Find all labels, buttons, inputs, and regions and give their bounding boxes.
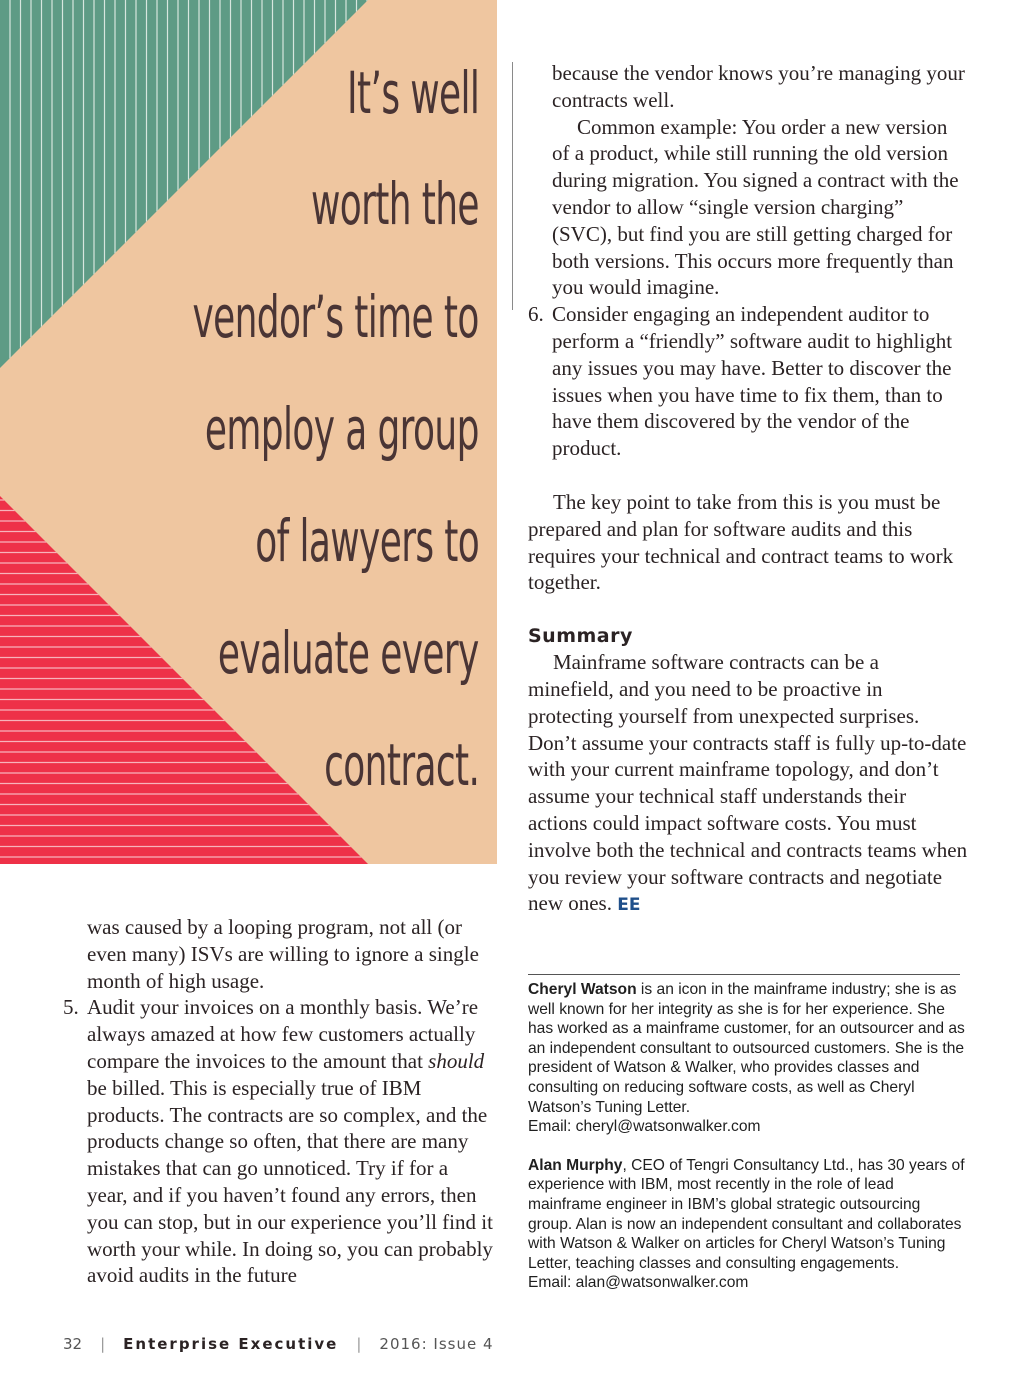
list-item-5 xyxy=(63,994,493,1289)
footer-separator-1: | xyxy=(100,1334,106,1353)
bio-1-email: Email: cheryl@watsonwalker.com xyxy=(528,1118,761,1136)
pull-quote-line-1: It’s well xyxy=(346,59,479,127)
left-column xyxy=(63,914,493,1289)
list-number-5: 5. xyxy=(63,995,79,1020)
bio-2-email: Email: alan@watsonwalker.com xyxy=(528,1274,749,1292)
list-item-6-text: Consider engaging an independent auditor to perform a “friendly” software audit to highlight any issues you may have. Better to discover the issues when you have time to fix them, than to have them discovered by the vendor of the product. xyxy=(552,302,953,461)
column-divider xyxy=(512,62,513,310)
pull-quote-line-5: of lawyers to xyxy=(255,507,479,575)
right-paragraph-continued: because the vendor knows you’re managing your contracts well. xyxy=(552,61,965,112)
pull-quote-line-6: evaluate every xyxy=(218,619,479,687)
issue-label: 2016: Issue 4 xyxy=(379,1334,494,1353)
summary-paragraph xyxy=(528,649,968,919)
bio-1-name: Cheryl Watson xyxy=(528,981,637,998)
bio-divider xyxy=(528,974,960,975)
footer-separator-2: | xyxy=(356,1334,362,1353)
bio-1-text: is an icon in the mainframe industry; she is as well known for her integrity as she is for her experience. She has worked as a mainframe customer, for an outsourcer and as an independent consultant to outsourced customers. She is the president of Watson & Walker, who provides classes and consulting on reducing software costs, as well as Cheryl Watson’s Tuning Letter. xyxy=(528,981,965,1116)
pull-quote-line-3: vendor’s time to xyxy=(192,283,479,351)
magazine-name: Enterprise Executive xyxy=(123,1334,339,1353)
right-column xyxy=(528,60,968,919)
author-bios xyxy=(528,980,968,1293)
list-number-6: 6. xyxy=(528,302,544,327)
list-item-6 xyxy=(528,301,968,462)
list-item-5-emphasis: should xyxy=(428,1048,485,1073)
end-mark-logo: EE xyxy=(617,895,641,916)
pull-quote-line-7: contract. xyxy=(323,731,479,799)
page-number: 32 xyxy=(63,1334,83,1353)
bio-2-text: , CEO of Tengri Consultancy Ltd., has 30 years of experience with IBM, most recently in the role of lead mainframe engineer in IBM’s global strategic outsourcing group. Alan is now an independent consultant and collaborates with Watson & Walker on articles for Cheryl Watson’s Tuning Letter, teaching classes and consulting engagements. xyxy=(528,1156,965,1272)
summary-heading: Summary xyxy=(528,625,633,648)
left-paragraph-1: was caused by a looping program, not all (or even many) ISVs are willing to ignore a single month of high usage. xyxy=(87,915,479,993)
right-paragraph-example: Common example: You order a new version of a product, while still running the old version during migration. You signed a contract with the vendor to allow “single version charging” (SVC), but find you are still getting charged for both versions. This occurs more frequently than you would imagine. xyxy=(552,114,959,300)
list-item-5-text-a: Audit your invoices on a monthly basis. We’re always amazed at how few customers actually compare the invoices to the amount that xyxy=(87,995,479,1073)
pull-quote-line-2: worth the xyxy=(311,170,479,238)
pull-quote-panel xyxy=(0,0,497,864)
page-footer xyxy=(63,1334,503,1356)
pull-quote-line-4: employ a group xyxy=(205,395,479,463)
bio-2-name: Alan Murphy xyxy=(528,1156,623,1174)
summary-text: Mainframe software contracts can be a minefield, and you need to be proactive in protecting yourself from unexpected surprises. Don’t assume your contracts staff is fully up-to-date with your current mainframe topology, and don’t assume your technical staff understands their actions could impact software costs. You must involve both the technical and contracts teams when you review your software contracts and negotiate new ones. xyxy=(528,650,968,916)
key-point-paragraph: The key point to take from this is you must be prepared and plan for software audits and this requires your technical and contract teams to work together. xyxy=(528,489,954,595)
list-item-5-text-b: be billed. This is especially true of IBM products. The contracts are so complex, and the products change so often, that there are many mistakes that can go unnoticed. Try if for a year, and if you haven’t found any errors, then you can stop, but in our experience you’ll find it worth your while. In doing so, you can probably avoid audits in the future xyxy=(87,1075,493,1288)
bio-cheryl-watson xyxy=(528,980,968,1137)
bio-alan-murphy xyxy=(528,1156,968,1293)
